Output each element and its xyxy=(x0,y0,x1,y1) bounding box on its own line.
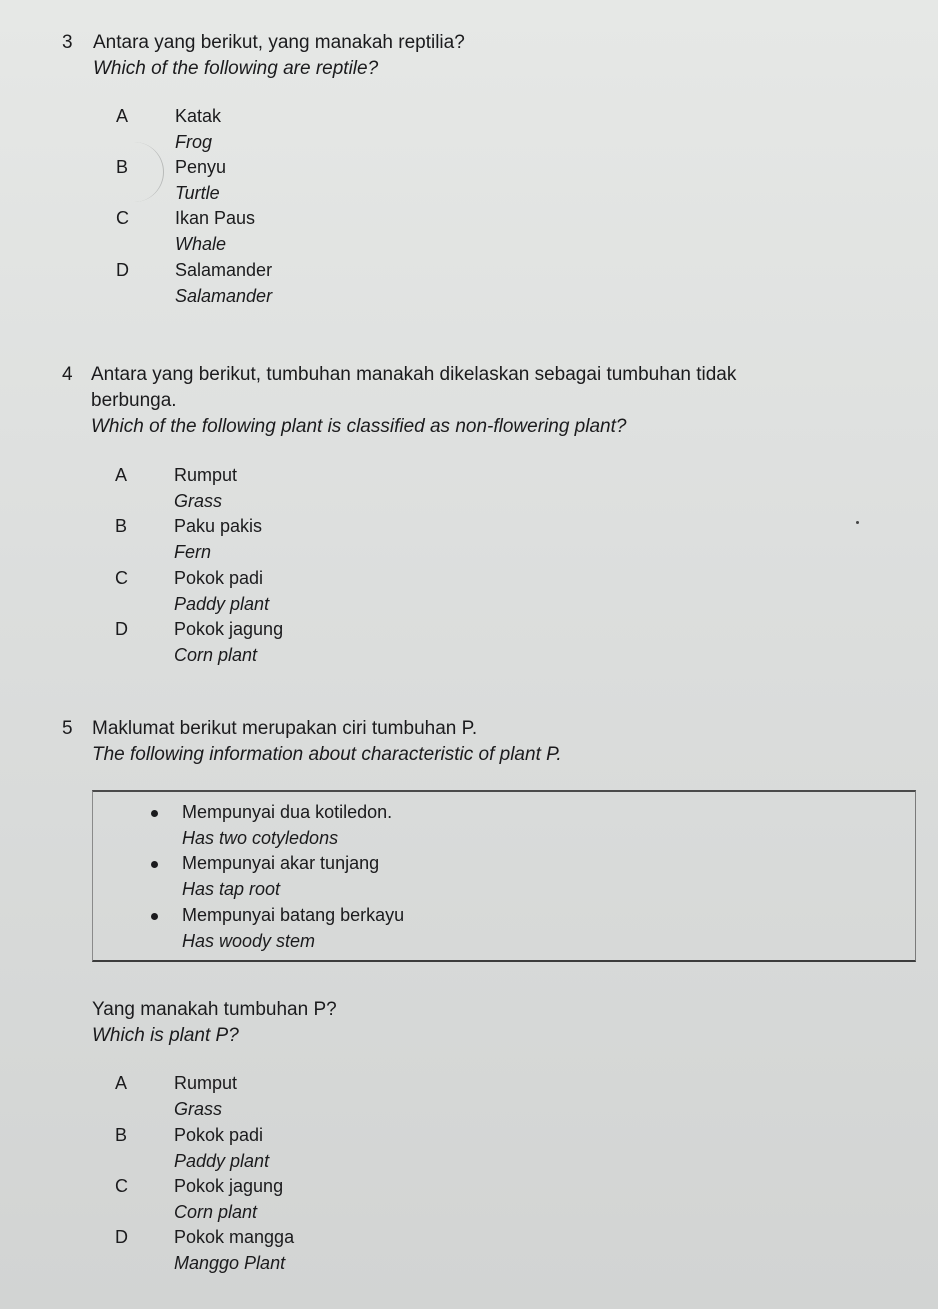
q4-option-d-ms[interactable]: Pokok jagung xyxy=(174,619,284,639)
question-5-number: 5 xyxy=(62,718,73,739)
q5-option-c-ms[interactable]: Pokok jagung xyxy=(174,1176,284,1196)
q5-option-b-ms[interactable]: Pokok padi xyxy=(174,1125,264,1145)
q4-option-b-letter[interactable]: B xyxy=(115,516,128,536)
q5-option-a-ms[interactable]: Rumput xyxy=(174,1073,238,1093)
question-4-text-en: Which of the following plant is classified as non-flowering plant? xyxy=(91,416,627,437)
bullet-icon xyxy=(151,810,158,817)
q3-option-d-en[interactable]: Salamander xyxy=(175,286,273,306)
q5-option-d-en[interactable]: Manggo Plant xyxy=(174,1253,286,1273)
q3-option-a-letter[interactable]: A xyxy=(116,106,129,126)
question-4-number: 4 xyxy=(62,364,73,385)
q5-option-d-ms[interactable]: Pokok mangga xyxy=(174,1227,295,1247)
q4-option-b-ms[interactable]: Paku pakis xyxy=(174,516,263,536)
q4-option-c-en[interactable]: Paddy plant xyxy=(174,594,270,614)
q3-option-c-ms[interactable]: Ikan Paus xyxy=(175,208,256,228)
q3-option-b-letter[interactable]: B xyxy=(116,157,129,177)
question-5-prompt-ms: Yang manakah tumbuhan P? xyxy=(92,999,337,1020)
paper-speck xyxy=(856,521,859,524)
q5-option-b-letter[interactable]: B xyxy=(115,1125,128,1145)
bullet-icon xyxy=(151,861,158,868)
q4-option-a-ms[interactable]: Rumput xyxy=(174,465,238,485)
q3-option-d-ms[interactable]: Salamander xyxy=(175,260,273,280)
info-item-1-ms: Mempunyai dua kotiledon. xyxy=(182,802,393,822)
q4-option-c-letter[interactable]: C xyxy=(115,568,128,588)
info-item-2-ms: Mempunyai akar tunjang xyxy=(182,853,380,873)
question-3-text-ms: Antara yang berikut, yang manakah reptilia? xyxy=(93,32,465,53)
question-3-text-en: Which of the following are reptile? xyxy=(93,58,379,79)
q3-option-a-ms[interactable]: Katak xyxy=(175,106,222,126)
question-5-text-en: The following information about characteristic of plant P. xyxy=(92,744,562,765)
q5-option-c-en[interactable]: Corn plant xyxy=(174,1202,258,1222)
q4-option-a-en[interactable]: Grass xyxy=(174,491,223,511)
q4-option-b-en[interactable]: Fern xyxy=(174,542,212,562)
info-item-2-en: Has tap root xyxy=(182,879,281,899)
question-5-text-ms: Maklumat berikut merupakan ciri tumbuhan P. xyxy=(92,718,478,739)
q5-option-a-letter[interactable]: A xyxy=(115,1073,128,1093)
bullet-icon xyxy=(151,913,158,920)
pencil-mark xyxy=(93,142,164,202)
q4-option-a-letter[interactable]: A xyxy=(115,465,128,485)
q4-option-d-en[interactable]: Corn plant xyxy=(174,645,258,665)
question-4-text-ms-line2: berbunga. xyxy=(91,390,177,411)
info-item-3-en: Has woody stem xyxy=(182,931,316,951)
q3-option-d-letter[interactable]: D xyxy=(116,260,129,280)
q4-option-c-ms[interactable]: Pokok padi xyxy=(174,568,264,588)
q5-option-b-en[interactable]: Paddy plant xyxy=(174,1151,270,1171)
q5-option-d-letter[interactable]: D xyxy=(115,1227,128,1247)
q3-option-b-ms[interactable]: Penyu xyxy=(175,157,227,177)
info-item-3-ms: Mempunyai batang berkayu xyxy=(182,905,405,925)
question-5-prompt-en: Which is plant P? xyxy=(92,1025,239,1046)
q3-option-a-en[interactable]: Frog xyxy=(175,132,213,152)
info-item-1-en: Has two cotyledons xyxy=(182,828,339,848)
q5-option-a-en[interactable]: Grass xyxy=(174,1099,223,1119)
q5-option-c-letter[interactable]: C xyxy=(115,1176,128,1196)
question-3-number: 3 xyxy=(62,32,73,53)
q3-option-b-en[interactable]: Turtle xyxy=(175,183,220,203)
q4-option-d-letter[interactable]: D xyxy=(115,619,128,639)
question-4-text-ms-line1: Antara yang berikut, tumbuhan manakah dikelaskan sebagai tumbuhan tidak xyxy=(91,364,737,385)
q3-option-c-letter[interactable]: C xyxy=(116,208,129,228)
q3-option-c-en[interactable]: Whale xyxy=(175,234,227,254)
